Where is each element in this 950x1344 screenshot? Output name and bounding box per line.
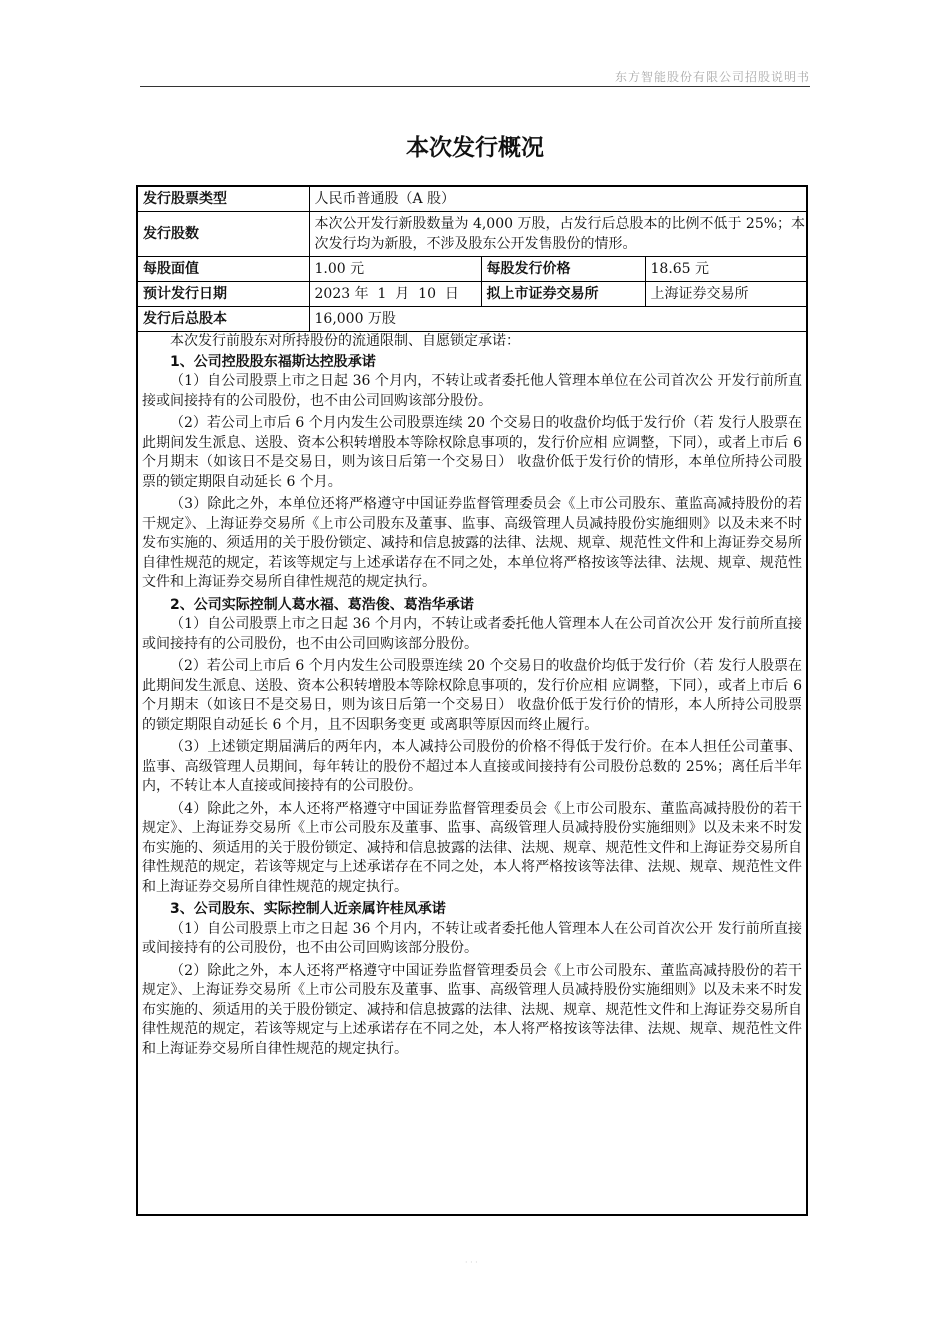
issue-price-label: 每股发行价格	[481, 257, 645, 282]
issue-price-value: 18.65 元	[645, 257, 808, 282]
commitment-paragraph: （2）若公司上市后 6 个月内发生公司股票连续 20 个交易日的收盘价均低于发行价（若 发行人股票在此期间发生派息、送股、资本公积转增股本等除权除息事项的，发行价应相 应调整，下同），或者上市后 6 个月期末（如该日不是交易日，则为该日后第一个交易日） 收盘价低于发行价的情形，本单位所持公司股票的锁定期限自动延长 6 个月。	[142, 415, 802, 490]
commitment-paragraph: （2）若公司上市后 6 个月内发生公司股票连续 20 个交易日的收盘价均低于发行价（若 发行人股票在此期间发生派息、送股、资本公积转增股本等除权除息事项的，发行价应相 应调整，下同），或者上市后 6 个月期末（如该日不是交易日，则为该日后第一个交易日） 收盘价低于发行价的情形，本人所持公司股票的锁定期限自动延长 6 个月，且不因职务变更 或离职等原因而终止履行。	[142, 658, 802, 733]
share-count-value: 本次公开发行新股数量为 4,000 万股，占发行后总股本的比例不低于 25%；本次发行均为新股，不涉及股东公开发售股份的情形。	[309, 212, 808, 257]
page-footer-mark: · · ·	[465, 1258, 478, 1267]
running-header: 东方智能股份有限公司招股说明书	[614, 70, 810, 84]
page-title: 本次发行概况	[406, 135, 544, 161]
commitment-paragraph: （1）自公司股票上市之日起 36 个月内，不转让或者委托他人管理本人在公司首次公开 发行前所直接或间接持有的公司股份，也不由公司回购该部分股份。	[142, 920, 802, 956]
commitment-paragraph: （4）除此之外，本人还将严格遵守中国证券监督管理委员会《上市公司股东、董监高减持股份的若干规定》、上海证券交易所《上市公司股东及董事、监事、高级管理人员减持股份实施细则》以及未来不时发布实施的、须适用的关于股份锁定、减持和信息披露的法律、法规、规章、规范性文件和上海证券交易所自律性规范的规定，若该等规定与上述承诺存在不同之处，本人将严格按该等法律、法规、规章、规范性文件和上海证券交易所自律性规范的规定执行。	[142, 800, 802, 895]
par-value-label: 每股面值	[138, 257, 309, 282]
table-row	[138, 257, 808, 282]
table-row	[138, 307, 808, 332]
commitment-paragraph: （3）上述锁定期届满后的两年内，本人减持公司股份的价格不得低于发行价。在本人担任公司董事、监事、高级管理人员期间，每年转让的股份不超过本人直接或间接持有公司股份总数的 25%；离任后半年内，不转让本人直接或间接持有的公司股份。	[142, 739, 802, 794]
issuance-info-table	[138, 187, 808, 332]
total-shares-value: 16,000 万股	[309, 307, 808, 332]
issue-date-label: 预计发行日期	[138, 282, 309, 307]
lockup-commitments	[138, 332, 806, 1059]
commitment-paragraph: （1）自公司股票上市之日起 36 个月内，不转让或者委托他人管理本单位在公司首次公 开发行前所直接或间接持有的公司股份，也不由公司回购该部分股份。	[142, 373, 802, 409]
table-row	[138, 282, 808, 307]
exchange-label: 拟上市证券交易所	[481, 282, 645, 307]
table-row	[138, 212, 808, 257]
table-row	[138, 187, 808, 212]
section-heading-actual-controllers: 2、公司实际控制人葛水福、葛浩俊、葛浩华承诺	[170, 596, 474, 613]
commitment-paragraph: （3）除此之外，本单位还将严格遵守中国证券监督管理委员会《上市公司股东、董监高减持股份的若干规定》、上海证券交易所《上市公司股东及董事、监事、高级管理人员减持股份实施细则》以及未来不时发布实施的、须适用的关于股份锁定、减持和信息披露的法律、法规、规章、规范性文件和上海证券交易所自律性规范的规定，若该等规定与上述承诺存在不同之处，本单位将严格按该等法律、法规、规章、规范性文件和上海证券交易所自律性规范的规定执行。	[142, 496, 802, 590]
stock-type-label: 发行股票类型	[138, 187, 309, 212]
exchange-value: 上海证券交易所	[645, 282, 808, 307]
stock-type-value: 人民币普通股（A 股）	[309, 187, 808, 212]
section-heading-relative: 3、公司股东、实际控制人近亲属许桂凤承诺	[170, 901, 446, 917]
commitments-intro: 本次发行前股东对所持股份的流通限制、自愿锁定承诺：	[170, 333, 520, 349]
commitment-paragraph: （1）自公司股票上市之日起 36 个月内，不转让或者委托他人管理本人在公司首次公开 发行前所直接或间接持有的公司股份，也不由公司回购该部分股份。	[142, 616, 802, 652]
overview-frame	[136, 185, 808, 1216]
commitment-paragraph: （2）除此之外，本人还将严格遵守中国证券监督管理委员会《上市公司股东、董监高减持股份的若干规定》、上海证券交易所《上市公司股东及董事、监事、高级管理人员减持股份实施细则》以及未来不时发布实施的、须适用的关于股份锁定、减持和信息披露的法律、法规、规章、规范性文件和上海证券交易所自律性规范的规定，若该等规定与上述承诺存在不同之处，本人将严格按该等法律、法规、规章、规范性文件和上海证券交易所自律性规范的规定执行。	[142, 962, 802, 1057]
issue-date-value: 2023 年 1 月 10 日	[309, 282, 481, 307]
header-rule	[140, 86, 810, 87]
section-heading-controlling-shareholder: 1、公司控股股东福斯达控股承诺	[170, 353, 376, 370]
total-shares-label: 发行后总股本	[138, 307, 309, 332]
par-value: 1.00 元	[309, 257, 481, 282]
share-count-label: 发行股数	[138, 212, 309, 257]
